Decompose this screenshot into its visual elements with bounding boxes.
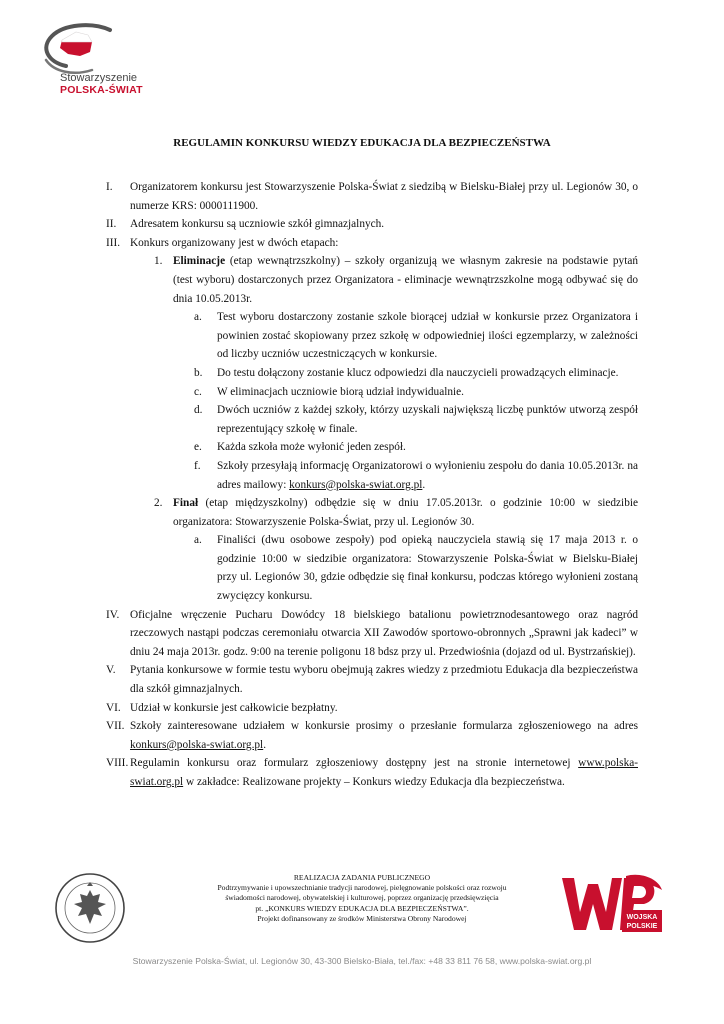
section-text: Organizatorem konkursu jest Stowarzyszenie Polska-Świat z siedzibą w Bielsku-Białej przy ul. Legionów 30, o numerze KRS: 0000111900.: [130, 181, 638, 212]
section-text-end: w zakładce: Realizowane projekty – Konkurs wiedzy Edukacja dla bezpieczeństwa.: [183, 776, 565, 788]
point-text: Szkoły przesyłają informację Organizatorowi o wyłonieniu zespołu do dania 10.05.2013r. na adres mailowy:: [217, 459, 638, 491]
stage-name: Eliminacje: [173, 255, 226, 268]
point-letter: b.: [194, 366, 203, 379]
point-letter: a.: [194, 311, 202, 324]
point-text: Każda szkoła może wyłonić jeden zespół.: [217, 441, 406, 454]
section-text: Oficjalne wręczenie Pucharu Dowódcy 18 bielskiego batalionu powietrznodesantowego oraz nagród rzeczowych nastąpi podczas ceremoniału otwarcia XII Zawodów sportowo-obronnych „Sprawni jak kadeci” w dniu 24 maja 2013r. godz. 9:00 na terenie poligonu 18 bdsz przy ul. Przedwiośnia (dojazd od ul. Bystrzańskiej).: [130, 608, 638, 658]
point-text: Finaliści (dwu osobowe zespoły) pod opieką nauczyciela stawią się 17 maja 2013 r. o godzinie 10:00 w siedzibie organizatora: Stowarzyszenie Polska-Świat w Bielsku-Białej przy ul. Legionów 30, gdzie odbędzie się finał konkursu, podczas którego wyłonieni zostaną zwycięzcy konkursu.: [217, 534, 638, 603]
footer-contact-line: Stowarzyszenie Polska-Świat, ul. Legionów 30, 43-300 Bielsko-Biała, tel./fax: +48 33 811 76 58, www.polska-swiat.org.pl: [132, 956, 592, 966]
footer-line-3: świadomości narodowej, obywatelskiej i kulturowej, poprzez organizację przedsięwzięcia: [225, 893, 499, 903]
stage-text: (etap międzyszkolny) odbędzie się w dniu 17.05.2013r. o godzinie 10:00 w siedzibie organizatora: Stowarzyszenie Polska-Świat, przy ul. Legionów 30.: [173, 497, 638, 528]
logo-wordmark: [60, 72, 143, 96]
point-text: W eliminacjach uczniowie biorą udział indywidualnie.: [217, 385, 464, 398]
section-8: [106, 754, 638, 791]
point-text: Test wyboru dostarczony zostanie szkole biorącej udział w konkursie przez Organizatora i powinien zostać skopiowany przez szkołę w odpowiedniej ilości egzemplarzy, w zależności od liczby uczniów uczestniczących w konkursie.: [217, 311, 638, 361]
point-letter: a.: [194, 534, 202, 547]
website-link[interactable]: www.polska-swiat.org.pl: [130, 757, 638, 788]
stage-1-point-e: [106, 438, 638, 457]
section-3: [106, 234, 638, 253]
section-number: VIII.: [106, 757, 129, 770]
stage-number: 2.: [154, 497, 163, 510]
footer-line-1: REALIZACJA ZADANIA PUBLICZNEGO: [293, 873, 431, 882]
section-4: [106, 606, 638, 662]
point-letter: d.: [194, 404, 203, 417]
section-number: IV.: [106, 608, 120, 621]
stage-name: Finał: [173, 497, 199, 510]
section-text: Adresatem konkursu są uczniowie szkół gimnazjalnych.: [130, 218, 385, 231]
point-letter: e.: [194, 441, 202, 454]
point-letter: c.: [194, 385, 202, 398]
section-number: VI.: [106, 701, 121, 714]
section-text-end: .: [263, 738, 267, 751]
logo-line-2: POLSKA-ŚWIAT: [60, 84, 143, 96]
logo-line-1: Stowarzyszenie: [60, 72, 138, 84]
section-5: [106, 661, 638, 698]
stage-2-point-a: [106, 531, 638, 605]
stage-1-point-a: [106, 308, 638, 364]
section-text: Konkurs organizowany jest w dwóch etapach:: [130, 236, 339, 249]
point-text: Do testu dołączony zostanie klucz odpowiedzi dla nauczycieli prowadzących eliminacje.: [217, 366, 619, 379]
section-text: Regulamin konkursu oraz formularz zgłoszeniowy dostępny jest na stronie internetowej: [130, 757, 579, 770]
stage-1-point-c: [106, 383, 638, 402]
point-text: Dwóch uczniów z każdej szkoły, którzy uzyskali największą liczbę punktów utworzą zespół reprezentujący szkołę w finale.: [217, 404, 638, 435]
email-link[interactable]: konkurs@polska-swiat.org.pl: [130, 738, 264, 751]
section-text: Pytania konkursowe w formie testu wyboru obejmują zakres wiedzy z przedmiotu Edukacja dla bezpieczeństwa dla szkół gimnazjalnych.: [130, 664, 638, 696]
section-number: VII.: [106, 720, 125, 733]
stage-1-point-b: [106, 364, 638, 383]
point-letter: f.: [194, 459, 201, 472]
footer-line-2: Podtrzymywanie i upowszechnianie tradycji narodowej, pielęgnowanie polskości oraz rozwoju: [217, 883, 507, 893]
section-text: Udział w konkursie jest całkowicie bezpłatny.: [130, 701, 338, 714]
section-6: [106, 699, 638, 718]
ministry-eagle-emblem-icon: [54, 872, 126, 944]
section-2: [106, 215, 638, 234]
stage-number: 1.: [154, 255, 163, 268]
stage-1-point-d: [106, 401, 638, 438]
footer-line-4: pt. „KONKURS WIEDZY EDUKACJA DLA BEZPIECZEŃSTWA”.: [255, 903, 469, 913]
stage-1-point-f: [106, 457, 638, 494]
section-1: [106, 178, 638, 215]
stage-2: [106, 494, 638, 531]
regulations-body: [106, 178, 638, 792]
svg-text:POLSKIE: POLSKIE: [626, 923, 658, 930]
svg-text:WOJSKA: WOJSKA: [626, 914, 658, 921]
section-text: Szkoły zainteresowane udziałem w konkursie prosimy o przesłanie formularza zgłoszeniowego na adres: [130, 720, 638, 733]
email-link[interactable]: konkurs@polska-swiat.org.pl: [289, 478, 423, 491]
section-7: [106, 717, 638, 754]
footer-line-5: Projekt dofinansowany ze środków Ministerstwa Obrony Narodowej: [257, 913, 467, 923]
section-number: III.: [106, 236, 121, 249]
section-number: I.: [106, 181, 113, 193]
document-title: REGULAMIN KONKURSU WIEDZY EDUKACJA DLA BEZPIECZEŃSTWA: [173, 137, 551, 149]
footer-funding-notice: [150, 873, 574, 924]
point-text-end: .: [422, 478, 426, 491]
section-number: II.: [106, 218, 117, 231]
stage-1: [106, 252, 638, 308]
stage-text: (etap wewnątrzszkolny) – szkoły organizują we własnym zakresie na podstawie pytań (test wyboru) dostarczonych przez Organizatora - eliminacje wewnątrzszkolne mogą odbywać się do dnia 10.05.2013r.: [173, 255, 638, 305]
section-number: V.: [106, 664, 116, 677]
wojska-polskie-logo-icon: [560, 874, 664, 936]
